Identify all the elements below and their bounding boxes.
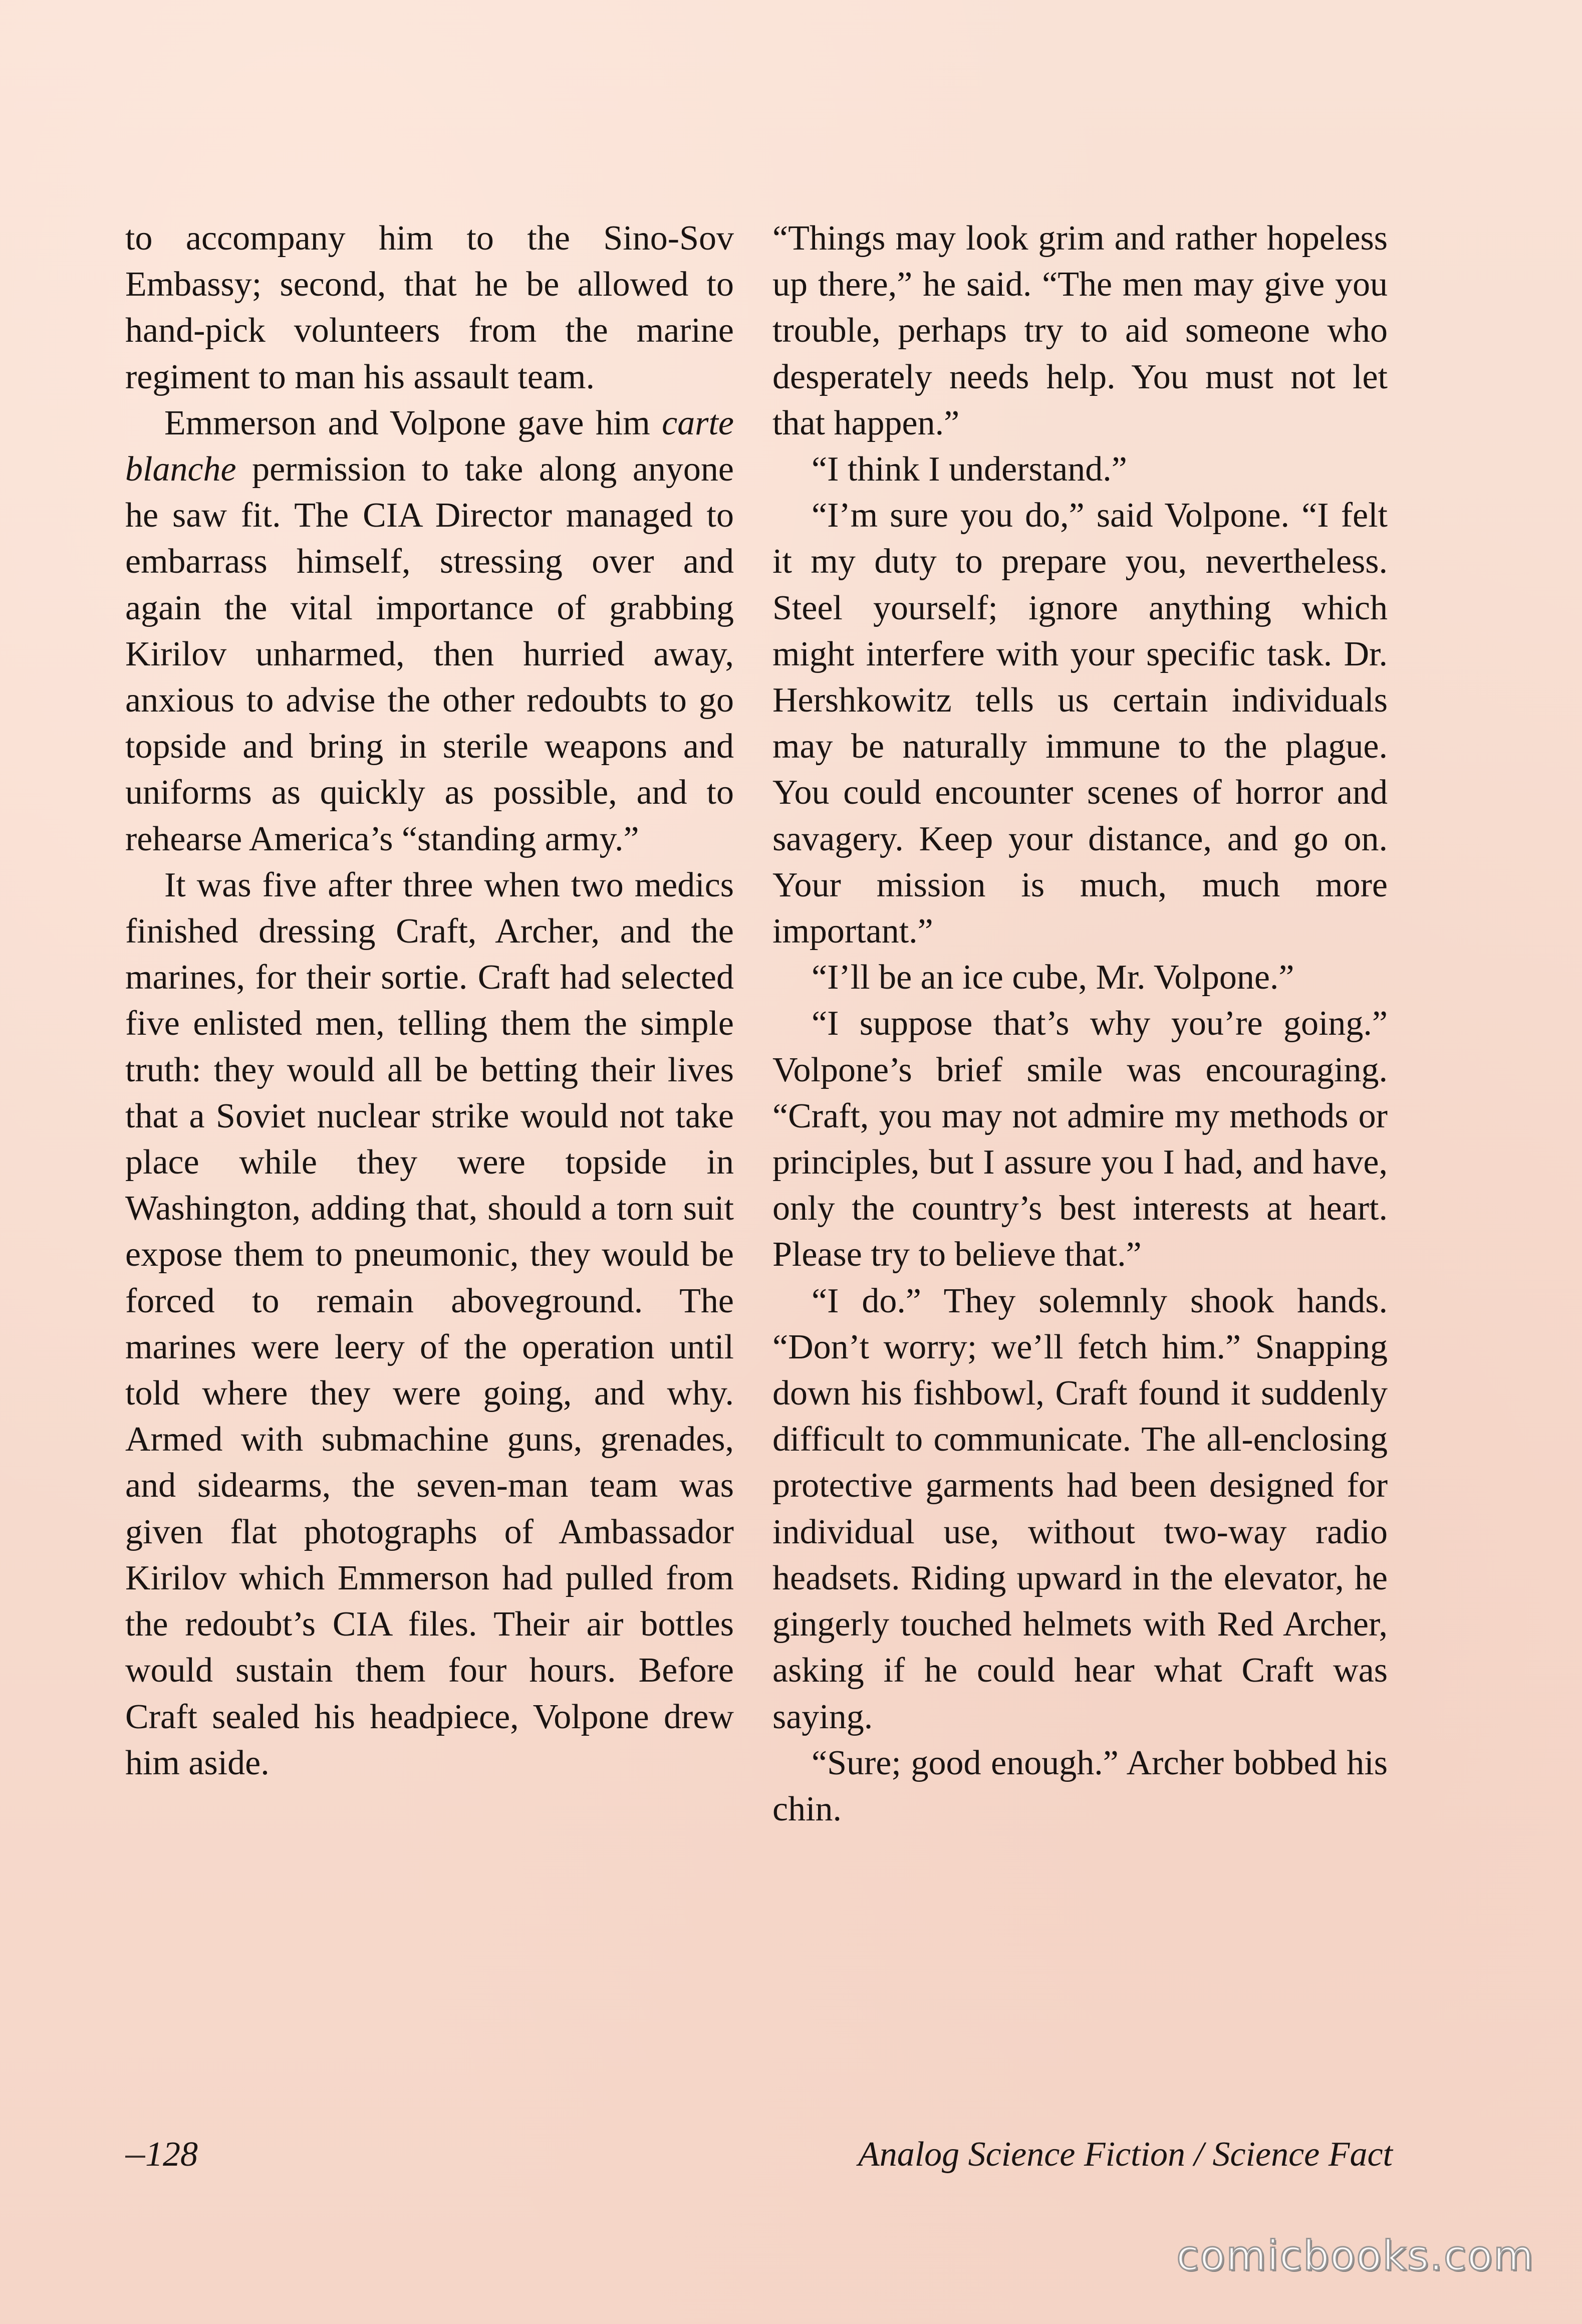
paragraph: “Sure; good enough.” Archer bobbed his chin. xyxy=(772,1743,1388,1828)
left-text-column xyxy=(125,215,734,1786)
paragraph: to accompany him to the Sino-Sov Embassy; second, that he be allowed to hand-pick volunteers from the marine regiment to man his assault team. xyxy=(125,219,734,396)
italic-phrase: carte blanche xyxy=(125,403,734,489)
paragraph xyxy=(125,400,734,862)
paragraph: “Things may look grim and rather hopeless up there,” he said. “The men may give you trouble, perhaps try to aid someone who desperately needs help. You must not let that happen.” xyxy=(772,219,1388,442)
running-title: Analog Science Fiction / Science Fact xyxy=(858,2135,1393,2174)
paragraph: “I think I understand.” xyxy=(812,450,1127,489)
paragraph: It was five after three when two medics finished dressing Craft, Archer, and the marines, for their sortie. Craft had selected five enlisted men, telling them the simple truth: they would all be betting their lives that a Soviet nuclear strike would not take place while they were topside in Washington, adding that, should a torn suit expose them to pneumonic, they would be forced to remain aboveground. The marines were leery of the operation until told where they were going, and why. Armed with submachine guns, grenades, and sidearms, the seven-man team was given flat photographs of Ambassador Kirilov which Emmerson had pulled from the redoubt’s CIA files. Their air bottles would sustain them four hours. Before Craft sealed his headpiece, Volpone drew him aside. xyxy=(125,865,734,1782)
folio-dash xyxy=(125,2156,145,2158)
right-text-column xyxy=(772,215,1388,1832)
paragraph: “I suppose that’s why you’re going.” Volpone’s brief smile was encouraging. “Craft, you may not admire my methods or principles, but I assure you I had, and have, only the country’s best interests at heart. Please try to believe that.” xyxy=(772,1004,1388,1274)
paragraph: “I do.” They solemnly shook hands. “Don’t worry; we’ll fetch him.” Snapping down his fishbowl, Craft found it suddenly difficult to communicate. The all-enclosing protective garments had been designed for individual use, without two-way radio headsets. Riding upward in the elevator, he gingerly touched helmets with Red Archer, asking if he could hear what Craft was saying. xyxy=(772,1281,1388,1736)
page-number: 128 xyxy=(145,2135,198,2174)
paragraph-lead: Emmerson and Volpone gave him xyxy=(164,403,662,442)
paragraph: “I’ll be an ice cube, Mr. Volpone.” xyxy=(812,958,1294,997)
paragraph: “I’m sure you do,” said Volpone. “I felt it my duty to prepare you, nevertheless. Steel yourself; ignore anything which might interfere with your specific task. Dr. Hershkowitz tells us certain individuals may be naturally immune to the plague. You could encounter scenes of horror and savagery. Keep your distance, and go on. Your mission is much, much more important.” xyxy=(772,496,1388,951)
watermark: comicbooks.com xyxy=(1176,2232,1534,2280)
paragraph-rest: permission to take along anyone he saw fit. The CIA Director managed to embarrass himself, stressing over and again the vital importance of grabbing Kirilov unharmed, then hurried away, anxious to advise the other redoubts to go topside and bring in sterile weapons and uniforms as quickly as possible, and to rehearse America’s “standing army.” xyxy=(125,450,734,858)
